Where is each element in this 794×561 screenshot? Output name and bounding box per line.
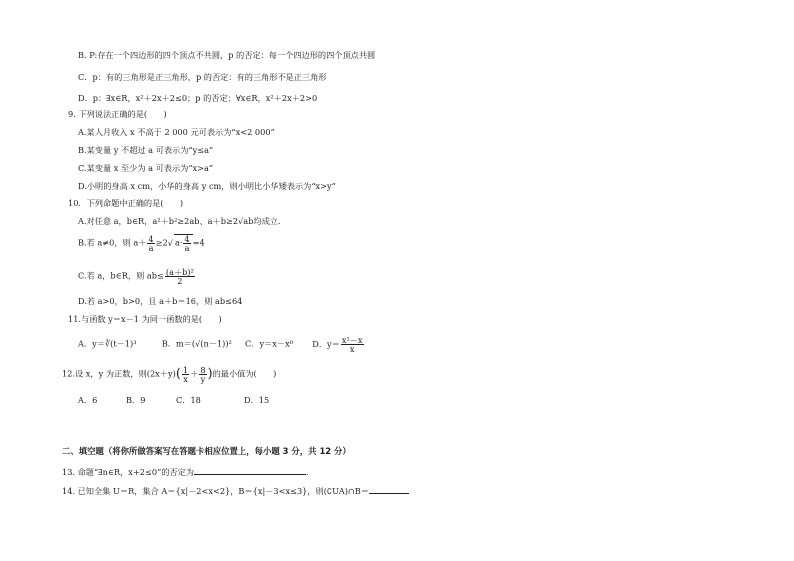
q13-answer-blank[interactable]: [194, 466, 306, 475]
q12-option-d: D．15: [244, 395, 270, 405]
section-2-title: 二、填空题（将你所做答案写在答题卡相应位置上，每小题 3 分，共 12 分）: [62, 446, 351, 456]
q9-stem: 9. 下列说法正确的是( ): [68, 109, 167, 119]
q14-answer-blank[interactable]: [369, 485, 409, 494]
q8-option-b: B. P:存在一个四边形的四个顶点不共圆，p 的否定：每一个四边形的四个顶点共圆: [78, 50, 376, 60]
q12-option-b: B．9: [126, 395, 146, 405]
q10-option-c: C.若 a，b∈R，则 ab≤ $\frac{\text{(a＋b)²}}{2}$: [78, 267, 194, 286]
q11-option-b: B．m＝(√(n－1))²: [161, 338, 232, 349]
q8-option-c: C．p：有的三角形是正三角形，p 的否定：有的三角形不是正三角形: [78, 72, 327, 82]
q13: 13. 命题“∃n∈R，x+2≤0”的否定为 .: [62, 467, 309, 477]
q11-option-c: C．y＝x－x⁰: [245, 338, 294, 349]
radical: a· $\frac{4}{a}$: [174, 234, 193, 252]
fraction: $\frac{4}{a}$: [148, 234, 154, 253]
q8-option-d: D．p：∃x∈R，x²＋2x＋2≤0；p 的否定：∀x∈R，x²＋2x＋2>0: [78, 93, 318, 103]
q11-option-d: D．y＝ $\frac{\text{x²－x}}{x}$: [312, 335, 363, 354]
q9-option-d: D.小明的身高 x cm，小华的身高 y cm，则小明比小华矮表示为“x>y”: [78, 181, 336, 191]
q9-option-b: B.某变量 y 不超过 a 可表示为“y≤a”: [78, 145, 214, 155]
q11-stem: 11.与函数 y＝x－1 为同一函数的是( ): [68, 314, 222, 324]
q9-option-a: A.某人月收入 x 不高于 2 000 元可表示为“x<2 000”: [78, 127, 275, 137]
q14: 14. 已知全集 U＝R，集合 A＝{x|－2<x<2}，B＝{x|－3<x≤3}，则(∁UA)∩B＝: [62, 485, 409, 496]
q10-stem: 10．下列命题中正确的是( ): [68, 198, 184, 208]
q10-option-d: D.若 a>0，b>0，且 a＋b＝16，则 ab≤64: [78, 296, 243, 306]
q11-option-a: y＝∛(t－1)³: [92, 338, 137, 349]
q12-option-a: A．6: [78, 395, 98, 405]
q10-option-a: A.对任意 a，b∈R，a²＋b²≥2ab、a＋b≥2√ab均成立.: [78, 216, 281, 226]
q10-option-b: B.若 a≠0，则 a＋ $\frac{4}{a}$ ≥2√ a· $\frac{4}{a}$ =4: [78, 234, 205, 253]
q11-option-a-label: A．: [78, 338, 93, 349]
fraction: $\frac{\text{(a＋b)²}}{2}$: [165, 267, 194, 286]
q12-stem: 12.设 x，y 为正数，则(2x＋y)( $\frac{1}{x}$ ＋ $\frac{8}{y}$ )的最小值为( ): [62, 365, 277, 384]
q11-options: [78, 336, 365, 353]
q12-option-c: C．18: [176, 395, 201, 405]
q9-option-c: C.某变量 x 至少为 a 可表示为“x>a”: [78, 163, 214, 173]
